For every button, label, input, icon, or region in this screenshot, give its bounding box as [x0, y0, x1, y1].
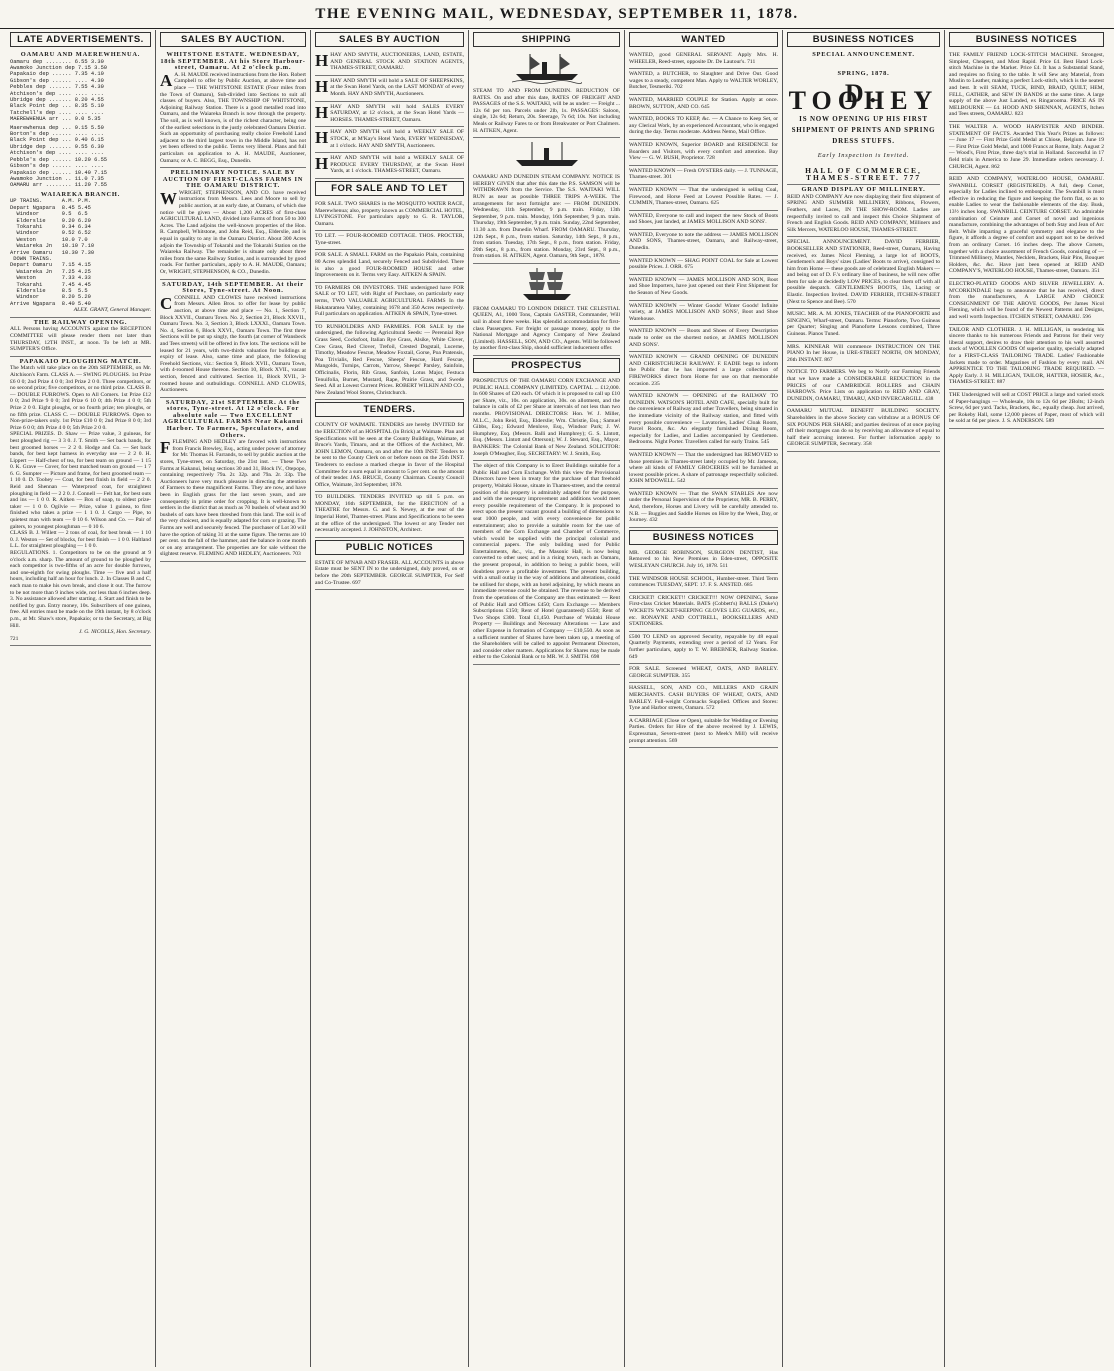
column-header: SHIPPING — [473, 32, 620, 47]
ad-text: TO RUNHOLDERS AND FARMERS. FOR SALE by the undersigned, the following Agricultural Seeds: — Perennial Rye Grass Seed, Cocksfoot, Italian Rye Grass, Alsike, White Clover, Cow Grass, Red Clover, Trefoil, Crested Dogstail, Lucerne, Timothy, Meadow Fescue, Meadow Foxtail, Gorse, Poa Pratensis, Poa Trivialis, Red Fescue, Sheeps' Fescue, Hard Fescue, Mangolds, Turnips, Carrots, Yarrow, Sheeps' Parsley, Sainfoin, Officinalis, Florin, Rib Grass, Sanfoin, Lotus Major, Festuca Tenuifolia, Burnet, Mustard, Rape, Prairie Grass, and Swede Seed. All at Lowest Current Prices. ROBERT WILKIN AND CO., New Zealand Wool Stores, Christchurch. — [315, 323, 464, 396]
ad-number: 698 — [590, 654, 600, 661]
ad-text: SPECIAL ANNOUNCEMENT. DAVID FERRIER, BOOKSELLER AND STATIONER, Reed-street, Oamaru, Having received, ex James Nicol Fleming, a large lot of BOOTS, Gentlemen's and Boys' sizes (Ladies' Boots to arrive), consigned to him from Home — these goods are of celebrated English Makers — and being out of D. F.'s ordinary line of business, he will now offer them for sale at decidedly LOW PRICES, to clear them off with all possible despatch. GENTLEMEN'S BOOTS, 13s, Lacing or Elastic. Inspection Invited. DAVID FERRIER, ITCHEN-STREET (Next to Spence and Bee). 570 — [787, 239, 941, 305]
wanted-item — [629, 326, 778, 352]
ad-text: TAILOR AND CLOTHIER. J. H. MILLIGAN, in tendering his sincere thanks to his numerous Friends and Patrons for their very liberal support, desires to draw their attention to his well assorted stock of WOOLLEN GOODS Of superior quality, specially adapted for a FIRST-CLASS TAILORING TRADE. Ladies' Fashionable Jackets made to order. Magazines of Fashion by every mail. AN APPRENTICE TO THE TAILORING TRADE REQUIRED. — Apply Early. J. H. MILLIGAN, TAILOR, HATTER, HOSIER, &c., THAMES-STREET. 887 — [949, 326, 1104, 386]
drop-cap: C — [160, 293, 173, 313]
ad-heading: WHITSTONE ESTATE. WEDNESDAY, 18th SEPTEMBER. At his Store Harbour-street, Oamaru. At 2 o'clock p.m. — [160, 51, 306, 72]
wanted-item — [629, 95, 778, 114]
ad-number: 697 — [352, 579, 361, 586]
wanted-item — [629, 256, 778, 275]
ad-seeds — [315, 322, 464, 401]
ad-text: MRS. KINNEAR Will commence INSTRUCTION ON THE PIANO In her House, in URE-STREET NORTH, ON MONDAY, 26th INSTANT. 867 — [787, 343, 940, 363]
signature: ALEX. GRANT, General Manager. — [73, 307, 151, 314]
column-shipping — [469, 30, 625, 1367]
class-b-prizes: CLASS B. J. Willett — 2 tons of coal, for best break — 1 10 0. J. Weston — Set of blocks, for best finish — 1 0 0. Haltland L.L. for straightest ploughing — 1 0 0. — [10, 530, 151, 550]
ad-text: Early Inspection is Invited. — [817, 152, 910, 160]
ad-paperhangings — [949, 390, 1104, 429]
section-header: PUBLIC NOTICES — [315, 540, 464, 555]
ad-text: REID AND COMPANY, WATERLOO HOUSE, OAMARU. SWANBILL CORSET (REGISTERED). A full, deep Corset, especially for Ladies inclined to embonpoint. The Swanbill is most effective in reducing the figure and keeping the form flat, so as to enable Ladies to wear the fashionable elements of the day. Busk, 13½ inches long. SWANBILL CEINTURE CORSET. An admirable combination of Ceinture and Corset of novel and ingenious manufacture, combining the advantages of both Stay and Jean of Arc Belt. While imparting a graceful symmetry and elegance to the figure, it affords a degree of comfort and support not to be derived from an ordinary Corset. 16 inches deep. The above Corsets, together with a choice assortment of French Goods, consisting of — Trimmed Millinery, Mantles, Necklets, Brackets, Hair Pins, Bouquet Holders, &c. &c. Have just been opened at REID AND COMPANY'S, WATERLOO HOUSE, Thames-street, Oamaru. 351 — [949, 176, 1104, 275]
ad-kinnear — [787, 342, 940, 368]
ad-heading: SATURDAY, 21st SEPTEMBER. At the stores, Tyne-street. At 12 o'clock. For absolute sale — Two EXCELLENT AGRICULTURAL FARMS Near Kakanui Harbor. To Farmers, Speculators, and Others. — [162, 398, 304, 439]
branch-title: WAIAREKA BRANCH. — [40, 190, 121, 198]
ad-text: TO FARMERS OR INVESTORS. THE undersigned have FOR SALE or TO LET, with Right of Purchase, on particularly easy terms, TWO VALUABLE AGRICULTURAL FARMS In the Hakataramea Valley, containing 1678 and 350 Acres respectively. Full particulars on application. AITKEN & SPAIN, Tyne-street. — [315, 284, 464, 318]
steamship-icon — [512, 50, 582, 84]
ad-text: WANTED, MARRIED COUPLE for Station. Apply at once. BROWN, SUTTON, AND CO. 645 — [629, 96, 778, 110]
ad-text: HAY AND SMYTH will hold a SALE OF SHEEPSKINS, at the Swan Hotel Yards, on the LAST MONDAY of every Month. HAY AND SMYTH, Auctioneers. — [330, 77, 464, 97]
ad-number: 358 — [863, 441, 872, 448]
ad-number: 721 — [10, 635, 19, 642]
wanted-item — [629, 489, 778, 528]
ad-hay-smyth-stock — [315, 127, 464, 153]
ad-text: WANTED, BOOKS TO KEEP, &c. — A Chance to Keep Set, or any Clerical Work, by an experienced Accountant, who is engaged during the day. Terms moderate. Address Nemo, Mail Office. — [629, 116, 778, 136]
ad-text: WANTED KNOWN — Boots and Shoes of Every Description made to order on the shortest notice, at JAMES MOLLISON AND SONS'. — [629, 328, 778, 348]
wanted-item — [629, 140, 778, 166]
drop-cap: H — [315, 154, 329, 174]
ad-toohey — [787, 50, 940, 185]
ad-text: ESTATE OF M'NAB AND FRASER. ALL ACCOUNTS in above Estate must be SENT IN to the undersigned, duly proved, on or before the 20th SEPTEMBER. GEORGE SUMPTER, For Self and Co-Trustee. — [315, 559, 464, 586]
wanted-item — [629, 352, 778, 391]
wanted-item — [629, 50, 778, 69]
ad-estate-notice — [315, 558, 464, 590]
ad-text: FOR SALE. A SMALL FARM on the Papakaio Plain, containing 80 Acres splendid Land, securely Fenced and Subdivided. There is also a good FOUR-ROOMED HOUSE and other Improvements on it. Terms very Easy. AITKEN & SPAIN. — [315, 252, 464, 279]
ad-subheading: SPRING, 1878. — [837, 69, 890, 77]
ad-number: 703 — [292, 551, 301, 558]
ad-heading: SATURDAY, 14th SEPTEMBER. At their Stores, Tyne-street. At Noon. — [162, 280, 304, 295]
ad-text: CRICKET! CRICKET!! CRICKET!!! NOW OPENING, Some First-class Cricket Materials. BATS (Cobbett's) BALLS (Duke's) WICKETS WICKET-KEEPING GLOVES LEG GUARDS, etc., etc. RONAYNE AND COTTRELL, BOOKSELLERS AND STATIONERS. — [629, 594, 778, 628]
drop-cap: W — [160, 188, 177, 208]
ad-text: A CARRIAGE (Close or Open), suitable for Wedding or Evening Parties. Orders for Hire of the above received by J. LEWIS, Expressman, Severn-street (next to Meek's Mill) will receive prompt attention. 569 — [629, 717, 778, 744]
drop-cap: F — [160, 438, 171, 458]
wanted-item — [629, 301, 778, 327]
column-header: SALES BY AUCTION. — [160, 32, 306, 47]
ad-farmers-notice — [787, 367, 940, 406]
wanted-item — [629, 230, 778, 256]
ad-text: TO LET. — FOUR-ROOMED COTTAGE. THOS. PROCTER, Tyne-street. — [315, 233, 464, 246]
wanted-item — [629, 185, 778, 211]
notice-railway-opening — [10, 318, 151, 357]
wanted-item — [629, 69, 778, 95]
notice-title: THE RAILWAY OPENING. — [33, 318, 128, 326]
ad-tender-hospital — [315, 420, 464, 492]
ad-text: THE WINDSOR HOUSE SCHOOL, Humber-street. Third Term commences TUESDAY, SEPT. 17. F. S. ANSTED. 685 — [629, 575, 778, 589]
notice-text: ALL Persons having ACCOUNTS against the RECEPTION COMMITTEE will please render them not later than THURSDAY, 12TH INST., at noon. To be left at MR. SUMPTER'S Office. — [10, 326, 151, 353]
ad-text: HAY AND SMYTH will hold a WEEKLY SALE OF STOCK, at M'Kay's Hotel Yards, EVERY WEDNESDAY, at 1 o'clock. HAY AND SMYTH, Auctioneers. — [330, 129, 464, 149]
ad-text: OAMARU MUTUAL BENEFIT BUILDING SOCIETY. Shareholders in the above Society can withdraw at a BONUS OF SIX POUNDS PER SHARE; and parties desirous of at once paying off their mortgages can do so by receiving an allowance of equal to half their accruing interest. For further information apply to GEORGE SUMPTER, Secretary. — [787, 408, 940, 448]
ad-text: CONNELL AND CLOWES have received instructions from Messrs. Allen Bros. to offer for lease by public auction, at above time and place — No. 1, Section 7, Block XXVII., Oamaru Town. No. 2, Section 21, Block XXVII., Oamaru Town. No. 3, Section 3, Block LXXXI., Oamaru Town. No. 4, Section 6, Block XXVI., Oamaru Town. The first three Sections will be put up singly, the fourth (at corner of Wansbeck and Tees streets) will be offered in five lots. The sections will be leased for 21 years, with two-thirds valuation for buildings at expiry of lease. Also, same time and place, the following Freehold Sections, viz.: Section 9, Block XVII., Oamaru Town, with 4-roomed House thereon. Section 10, Block XVII., vacant section, fenced and cultivated. Section 11, Block XVII., 3-roomed house and outbuildings. CONNELL AND CLOWES, Auctioneers. — [160, 294, 306, 394]
merchant-name: D. TOOHEY — [788, 79, 939, 115]
column-header: BUSINESS NOTICES — [949, 32, 1104, 47]
special-prizes: SPECIAL PRIZES. D. Shaw — Prize value, 3 guineas, for best ploughed rig — 3 3 0. J. T. Smith — Set back bands, for best groomed horses — 2 2 0. Hodge and Co. — Set back bands, for best kept harness in everyday use — 2 2 0. H. Lippert — Half-chest of tea, for best team on ground — 1 15 0. K. Grave — Cover, for best matched team on ground — 1 7 6. G. Sumpter — Picture and frame, for best groomed team — 1 10 0. D. Toohey — Coat, for best finish in field — 2 2 0. Reid and Shennan — Waterproof coat, for straightest ploughing in field — 2 2 0. J. Connell — Felt hat, for best outs and ins — 1 0 0. R. Aitken — Box of soap, to oldest prize-taker — 1 0 0. Ogilvie — Prize, value 1 guinea, to first finished who takes a prize — 1 1 0. J. Cargo — Pipe, to quietest man with team — 0 10 6. Wilson and Co. — Pair of gaiters, to youngest ploughman — 0 10 6. — [10, 431, 151, 530]
ad-whitstone-estate — [160, 50, 306, 168]
ad-text: WANTED KNOWN — That the undersigned is selling Coal, Firewood, and Horse Feed at Lowest Possible Rates. — J. CUMMIN, Thames-street, Oamaru. 625 — [629, 186, 778, 207]
ad-millinery — [787, 185, 940, 237]
ad-farmers-investors — [315, 283, 464, 322]
column-header: SALES BY AUCTION — [315, 32, 464, 47]
ad-school — [629, 574, 778, 593]
column-business-notices — [783, 30, 945, 1367]
ad-text: THE WALTER A. WOOD HARVESTER AND BINDER. STATEMENT OF FACTS. Awarded This Year's Prizes as follows: — June 17 — First Prize Gold Medal at Chiose, Belgium. June 19 — First Prize Gold Medal, and 1000 Francs at Rome, Italy. August 2 — Wood's, First Prize, three day's trial in Holland. Successful in 17 field trials in America to June 29. Immediate orders necessary. J. CHURCH, Agent. 862 — [949, 123, 1104, 170]
column-business-notices-2 — [945, 30, 1108, 1367]
notice-title: PAPAKAIO PLOUGHING MATCH. — [19, 357, 142, 365]
ad-text: WANTED KNOWN — JAMES MOLLISON AND SON, Boot and Shoe Importers, have just opened out their First Shipment for the Season of New Goods. — [629, 276, 778, 297]
newspaper-columns — [6, 30, 1108, 1367]
timetable-down: Maerewhenua dep ... 9.15 5.50 Borton's dep ...... .... .... Black Point dep ... 9.40 6.15 Ubridge dep ....... 9.55 6.30 Atchison's dep .... .... .... Pebble's dep ...... 10.20 6.55 Gibson's dep ...... .... .... Papakaio dep ...... 10.40 7.15 Awamoko Junction .. 11.0 7.35 OAMARU arr ........ 11.20 7.55 — [10, 124, 108, 189]
ad-text: WANTED, good GENERAL SERVANT. Apply Mrs. H. WHEELER, Reed-street, opposite Dr. De Lautour's. 711 — [629, 52, 778, 65]
wanted-item — [629, 450, 778, 489]
column-header: WANTED — [629, 32, 778, 47]
notice-text: The Match will take place on the 20th SEPTEMBER, on Mr. Aitchison's Farm. CLASS A. — SWING PLOUGHS. 1st Prize £6 0 0; 2nd Prize 4 0 0; 3rd Prize 2 0 0. Three competitors, or no second prize; five competitors, or no third prize. CLASS B. — DOUBLE FURROWS. Open to All Comers. 1st Prize £12 0 0; 2nd Prize 9 0 0; 3rd Prize 6 10 0; 4th Prize 4 0 0; 5th Prize 2 0 0. Eight ploughs, or no fourth prize; ten ploughs, or no fifth prize. CLASS C. — DOUBLE FURROWS. Open to Non-prize-takers only. 1st Prize £10 0 0; 2nd Prize 8 0 0; 3rd Prize 6 0 0; 4th Prize 4 0 0; 5th Prize 2 0 0. — [10, 365, 152, 431]
ad-sewing-machine — [949, 50, 1104, 122]
drop-cap: A — [160, 70, 173, 90]
ad-carriage — [629, 716, 778, 748]
ad-text: WANTED, Everyone to note the address — JAMES MOLLISON AND SONS, Thames-street, Oamaru, and Railway-street, Dunedin. — [629, 231, 778, 252]
ad-text: WANTED KNOWN — SHAG POINT COAL for Sale at Lowest possible Prices. J. ORR. 675 — [629, 257, 778, 271]
column-sales-by-auction — [156, 30, 311, 1367]
timetable-up: Oamaru dep ........ 6.55 3.30 Awamoko Junction dep 7.15 3.50 Papakaio dep ...... 7.35 4.10 Gibson's dep ...... .... 4.30 Pebbles dep ....... 7.55 4.30 Atchison's dep .... .... .... Ubridge dep ....... 8.20 4.55 Black Point dep ... 8.35 5.10 Tatchell's dep .... .... .... MAEREWHENUA arr ... 9.0 5.35 — [10, 58, 108, 123]
regulations: REGULATIONS. 1. Competitors to be on the ground at 9 o'clock a.m. sharp. The amount of ground to be ploughed by each competitor is two-fifths of an acre for double furrows, and one-eighth for swing ploughs. Time — five and a half hours, including half an hour for lunch. 2. In Classes B and C, each man to make his own break, and close it out. The furrow to be not more than 9 inches wide, nor less than 6 inches deep. 3. No assistance allowed after starting. 4. Start and finish to be notified by gun. Entry money, 10s. Subscribers of one guinea, free. All entries must be made on the 19th instant, by 8 o'clock p.m., at Mr. Shaw's store, Papakaio; or to the Secretary, at Big Hill. — [10, 550, 151, 629]
ad-millers — [629, 683, 778, 715]
ad-text: THE FAMILY FRIEND LOCK-STITCH MACHINE. Strongest, Simplest, Cheapest, and Most Rapid. Price £4. Best Hand Lock-stitch Machine in the Market. Price £4. It has a Substantial Stand, and requires no fixing to the table. It will Sew any Material, from Muslin to Leather, making a perfect Lock-stitch, which is the neatest and best. It will SEAM, TUCK, BIND, BRAID, QUILT, HEM, FELL, GATHER, and SEW IN BANDS at the same time. A large supply of the above Just Landed, ex Ringarooma. PRICE AS IN MELBOURNE — £4. HOOD AND SHENNAN, AGENTS, Itchen and Tees streets, OAMARU. 823 — [949, 52, 1104, 118]
ad-text: THE Undersigned will sell at COST PRICE a large and varied stock of Paper-hangings — Wholesale, 10s to 12s 6d per 2Bolts; 12-inch Screw, 6d per yard. Tacks, Brackets, &c., equally cheap. Just arrived, per Rokeby Hall, some 12,000 pieces of Paper, most of which will be sold at 6d per piece. J. S. ANDERSON. 589 — [949, 391, 1104, 425]
masthead-title: THE EVENING MAIL, WEDNESDAY, SEPTEMBER 11, 1878. — [315, 5, 799, 22]
ad-text: OAMARU AND DUNEDIN STEAM COMPANY. NOTICE IS HEREBY GIVEN that after this date the P.S. SAMSON will be WITHDRAWN from the Service. The S.S. WAITAKI WILL RUN as near as possible THREE TRIPS A-WEEK. The arrangements for next fortnight are: — FROM DUNEDIN. Wednesday, 11th September, 9 p.m. train. Friday, 13th September, 9 p.m. train. Monday, 16th September, 9 p.m. train. Thursday, 19th September, 9 p.m. train. Sunday, 22nd September, 11.30 a.m. from Dunedin Wharf. FROM OAMARU. Thursday, 12th Sept., 8 p.m., from station. Saturday, 14th Sept., 8 p.m., from station. Tuesday, 17th Sept., 8 p.m., from station. Friday, 20th Sept., 8 p.m., from station. Monday, 23rd Sept., 8 p.m., from station. H. AITKEN, Agent. Oamaru, 9th Sept., 1878. — [473, 174, 620, 260]
timetable-title: OAMARU AND MAEREWHENUA. — [20, 51, 141, 58]
ad-text: WANTED KNOWN — That the undersigned has REMOVED to those premises in Thames-street lately occupied by Mr. Jameson, where all kinds of FAMILY GROCERIES will be furnished at lowest possible prices. A share of patronage respectfully solicited. JOHN M'DOWELL. 542 — [629, 451, 778, 485]
section-header: TENDERS. — [315, 402, 464, 417]
ad-hay-smyth-horses — [315, 102, 464, 128]
ad-music — [787, 309, 940, 341]
ad-text: HAY AND SMYTH will hold SALES EVERY SATURDAY, at 12 o'clock, at the Swan Hotel Yards — HORSES. THAMES-STREET, Oamaru. — [330, 103, 464, 123]
column-sales-by-auction-2 — [311, 30, 469, 1367]
ad-text: ELECTRO-PLATED GOODS AND SILVER JEWELLERY. A. M'CORKINDALE begs to announce that he has received, direct from the manufacturers, A LARGE AND CHOICE CONSIGNMENT OF THE ABOVE GOODS, Per James Nicol Fleming, which will be found of the Newest Patterns and Designs, and well worth Inspection. ITCHEN STREET, OAMARU. 596 — [949, 281, 1104, 320]
ad-celestial-queen — [473, 304, 620, 356]
wanted-item — [629, 114, 778, 140]
ad-for-sale-farm — [315, 250, 464, 282]
drop-cap: H — [315, 76, 329, 96]
ad-tailor — [949, 325, 1104, 390]
ad-text: The object of this Company is to Erect Buildings suitable for a Public Hall and Corn Exchange. With this view the Provisional Directors have been in treaty for the purchase of that freehold property, Waitaki House, situate in Thames-street, and the central position of this property is admirably adapted for the purpose, and with the necessary improvement and additions would meet every possible requirement of the Company. It is proposed to erect upon the present vacant ground a building of dimensions to seat 1000 people, and with every convenience for public entertainment; also to provide a suitable room for the use of members of the Corn Exchange and Chamber of Commerce, which would be supplied with the principal colonial and commercial papers. The only building used for Public Entertainments, &c., viz., the Masonic Hall, is now being converted to other uses; and in a rising town, such as Oamaru, the present proposal, in addition to being a public boon, will doubtless prove a profitable investment. The present building, with a small outlay in the way of additions and alterations, could be utilised for shops, with an hotel adjoining, by which means an immediate revenue could be obtained. The revenue to be derived from the operations of the Company are thus estimated: — Rent of Public Hall and Offices £450; Corn Exchange — Members Subscriptions £150; Rent of Hotel (guaranteed) £550; Rent of Two Shops £300. Total £1,450. Purchase of Waitaki House Property — Buildings and Necessary Alterations — Law and other Expense in formation of Company — £10,550. As soon as a sufficient number of Shares have been taken up, a meeting of the Shareholders will be called to appoint Permanent Directors, and consider other matters. Applications for Shares may be made either to the Colonial Bank or to MR. W. J. SMITH. — [473, 463, 620, 661]
ad-text: HASSELL, SON, AND CO., MILLERS AND GRAIN MERCHANTS. CASH BUYERS OF WHEAT, OATS, AND BARLEY. Full-weight Cornsacks Supplied. Offices and Stores: Tyne and Harbor streets, Oamaru. 572 — [629, 685, 778, 712]
column-header: BUSINESS NOTICES — [787, 32, 940, 47]
signature: J. G. NICOLLS, Hon. Secretary. — [78, 629, 151, 636]
steamship-icon — [512, 140, 582, 170]
notice-ploughing-match — [10, 357, 151, 647]
ad-text: WANTED, a BUTCHER, to Slaughter and Drive Out. Good wages to a steady, competent Man. Apply to WALTER WORLEY, Butcher, Tesmeriki. 702 — [629, 71, 778, 91]
ad-text: MR. GEORGE ROBINSON, SURGEON DENTIST, Has Removed to his New Premises in Eden-street, OPPOSITE WESLEYAN CHURCH. July 16, 1878. 511 — [629, 549, 778, 570]
ad-cricket — [629, 593, 778, 632]
prospectus-heading — [473, 376, 620, 461]
ad-heading: GRAND DISPLAY OF MILLINERY. — [801, 186, 926, 194]
ad-fleming-hedley — [160, 398, 306, 562]
ad-text: HAY AND SMYTH will hold a WEEKLY SALE OF PRODUCE EVERY THURSDAY, at the Swan Hotel Yards, at 1 o'clock. THAMES-STREET, Oamaru. — [330, 155, 464, 175]
section-header: BUSINESS NOTICES — [629, 530, 778, 545]
prospectus-body — [473, 461, 620, 665]
ad-text: MUSIC. MR. A. M. JONES, TEACHER of the PIANOFORTE and SINGING, Wharf-street, Oamaru. Terms: Pianoforte, Two Guineas per Quarter; Singing and Pianoforte Lessons combined, Three Guineas. Pianos Tuned. — [787, 311, 940, 338]
ad-text: TO BUILDERS. TENDERS INVITED up till 5 p.m. on MONDAY, 16th SEPTEMBER, for the ERECTION of a THEATRE for Messrs. G. and S. Newey, at the rear of the Imperial Hotel, Thames-street. Plans and Specifications to be seen at the office of the undersigned. The lowest or any Tender not necessarily accepted. J. JOHNSTON, Architect. — [315, 494, 464, 534]
ad-text: WANTED KNOWN — That the SWAN STABLES Are now under the Personal Supervision of the Proprietor, MR. B. PERRY, And, therefore, Horses and Livery will be carefully attended to. N.B. — Buggies and Saddle Horses on Hire by the Week, Day, or Journey. 432 — [629, 490, 778, 524]
railway-timetable — [10, 50, 151, 318]
wanted-item — [629, 211, 778, 230]
ad-electroplate — [949, 279, 1104, 325]
ad-text: FROM OAMARU TO LONDON DIRECT. THE CELESTIAL QUEEN, A1, 1000 Tons, Captain GASTER, Commander, Will sail in about three weeks. Has splendid accommodation for first-class Passengers. For freight or passage money, apply to the National Mortgage and Agency Company of New Zealand (Limited). HASSELL, SON, AND CO., Agents. Will be followed by another first-class Ship, should sufficient inducement offer. — [473, 305, 620, 352]
ad-text: IS NOW OPENING UP HIS FIRST SHIPMENT OF PRINTS AND SPRING DRESS STUFFS. — [791, 115, 936, 146]
ad-wheat — [629, 664, 778, 683]
wanted-item — [629, 391, 778, 450]
ad-building-society — [787, 406, 940, 452]
column-header: LATE ADVERTISEMENTS. — [10, 32, 151, 47]
sailing-ship-icon — [517, 266, 577, 302]
ad-text: STEAM TO AND FROM DUNEDIN. REDUCTION OF RATES. On and after this date, RATES OF FREIGHT AND PASSAGES of the S.S. WAITAKI, will be as under: — Freight ... 12s 6d per ton. Parcels under 2lb, 1s. PASSAGES: Saloon, single, 12s 6d; Return, 20s. Steerage, 7s 6d; 10s. Not including Meals or Railway Fares to or from Breakwater or Port Chalmers. H. AITKEN, Agent. — [473, 88, 621, 134]
ad-tender-theatre — [315, 492, 464, 538]
drop-cap: H — [315, 128, 329, 148]
ad-hay-smyth-produce — [315, 153, 464, 179]
drop-cap: H — [315, 51, 329, 70]
ad-text: WANTED KNOWN — Winter Goods! Winter Goods! Infinite variety, at JAMES MOLLISON AND SONS', Boot and Shoe Warehouse. — [629, 302, 778, 322]
ad-heading: SPECIAL ANNOUNCEMENT. — [812, 51, 915, 58]
branch-timetable: UP TRAINS. A.M. P.M. Depart Ngapara 8.45 5.45 Windsor 9.5 6.5 Elderslie 9.20 6.20 Tokarahi 9.34 6.34 Windsor 9.52 6.52 Weston 10.0 7.0 Waiareka Jn 10.10 7.10 Arrive Oamaru 10.30 7.30 DOWN TRAINS. Depart Oamaru 7.15 4.15 Waiareka Jn 7.25 4.25 Weston 7.33 4.33 Tokarahi 7.45 4.45 Elderslie 8.5 5.5 Windsor 8.20 5.20 Arrive Ngapara 8.40 5.40 — [10, 198, 95, 307]
ad-text: FOR SALE. Screened WHEAT, OATS, AND BARLEY. GEORGE SUMPTER. 355 — [629, 666, 778, 679]
ad-text: WANTED KNOWN, Superior BOARD and RESIDENCE for Boarders and Visitors, with every comfort and attention. Bay View — G. W. BUSH, Proprietor. 728 — [629, 141, 778, 162]
ad-loan — [629, 632, 778, 664]
ad-to-let-cottage — [315, 231, 464, 250]
ad-text: A. H. MAUDE received instructions from the Hon. Robert Campbell to offer by Public Auction, at above time and place — THE WHITSTONE ESTATE (Four miles from the Town of Oamaru), Sub-divided into Sections to suit all classes of buyers. Also, THE TOWNSHIP OF WHITSTONE, Adjoining Railway Station. There is a good metalled road into Oamaru, and the Waiareka Branch is now through the property. The soil, as is well known, is of the richest character, being one of the earliest selections in the justly celebrated Oamaru District. Such an opportunity of purchasing really choice Freehold Land adjacent to the third largest town in the Middle Island, has not yet been offered to the public. Terms very liberal. Plans and full particulars on application to A. H. MAUDE, Auctioneer, Oamaru; or A. C. BEGG, Esq., Dunedin. — [160, 71, 306, 164]
ad-text: FLEMING AND HEDLEY are favored with instructions from Francis Brewley, Esq., acting under power of attorney for Mr. Thomas H. Farrands, to sell by public auction at the stores, Tyne-street, on Saturday, the 21st inst. — These Two Farms at Kakanui, being sections 30 and 31, Block IV., Otepopo, containing respectively 79a. 2r. 32p. and 79a. 2r. 33p. The Auctioneers have very much pleasure in directing the attention of Farmers to these magnificent Farms. They are now, and have been in English grass for the last seven years, and are consequently in prime order for cropping. It is well-known to settlers in the district that as much as 70 bushels of wheat and 90 bushels of oats have been threshed from this land. The soil is of the very choicest, and is equally adapted for corn or grazing. The Farms are well and securely fenced. The purchaser of Lot 30 will have the option of taking 31 at the same figure. The terms are 10 per cent. on the fall of the hammer, and the balance in one month or on any arrangement. The properties are for sale without the slightest reserve. FLEMING AND HEDLEY, Auctioneers. — [160, 439, 306, 558]
wanted-item — [629, 166, 778, 185]
ad-text: REID AND COMPANY Are now displaying their first shipment of SPRING AND SUMMER MILLINERY, Ribbons, Flowers, Feathers, and Laces, IN THE SHOW-ROOM. Ladies are respectfully invited to call and inspect this Choice Shipment of French and English Goods. REID AND COMPANY, Milliners and Silk Mercers, WATERLOO HOUSE, THAMES-STREET. — [787, 193, 940, 233]
drop-cap: H — [315, 102, 329, 122]
ad-text: PROSPECTUS OF THE OAMARU CORN EXCHANGE AND PUBLIC HALL COMPANY (LIMITED). CAPITAL ... £12,000. In 600 Shares of £20 each. Of which it is proposed to call up £10 per Share, viz., 10s. on application, 30s. on allotment, and the balance in calls of £2 per Share at intervals of not less than two months. PROVISIONAL DIRECTORS: Hon. W. J. Miller, M.L.C., John Reid, Esq., Elderslie; Wm. Christie, Esq.; Samuel Gibbs, Esq.; Edward Menlove, Esq., Windsor Park; J. W. Humphrey, Esq. (Messrs. Balli and Humphrey); G. S. Lintott, Esq. (Messrs. Lintott and Otterson); W. J. Steward, Esq., Mayor. BANKERS: The Colonial Bank of New Zealand. SOLICITOR: Joseph O'Meagher, Esq. SECRETARY: W. J. Smith, Esq. — [473, 378, 620, 457]
ad-text: HALL OF COMMERCE, THAMES-STREET. 777 — [805, 165, 922, 182]
ad-for-sale-shares — [315, 199, 464, 231]
ad-text: WANTED KNOWN — GRAND OPENING OF DUNEDIN AND CHRISTCHURCH RAILWAY. F. EADIE begs to inform the Public that he has imported a large collection of FIREWORKS direct from Home for use on that memorable occasion. 235 — [629, 354, 778, 387]
section-header: PROSPECTUS — [473, 358, 620, 373]
ad-text: WANTED, Everyone to call and inspect the new Stock of Boots and Shoes, just landed, at JAMES MOLLISON AND SONS'. — [629, 212, 778, 226]
ad-text: WANTED KNOWN — OPENING of the RAILWAY TO DUNEDIN. WATSON'S HOTEL AND CAFE, specially built for the convenience of Railway and other Travellers, being situated in the immediate vicinity of the Railway station, and fitted with every possible convenience — Lavatories, Ladies' Cloak Room, Parcel Room, &c. An elegantly furnished Dining Room, especially for Ladies, and Ladies accompanied by Gentlemen. Bedrooms. Night Porter. Travellers called for early Trains. 545 — [629, 393, 778, 446]
ad-preliminary-notice — [160, 168, 306, 280]
wanted-item — [629, 275, 778, 301]
ad-text: £500 TO LEND on approved Security, repayable by 48 equal Quarterly Payments, extending over a period of 12 Years. For further particulars, apply to T. W. BREBNER, Railway Station. 649 — [629, 633, 778, 660]
ad-text: HAY AND SMYTH, AUCTIONEERS, LAND, ESTATE, AND GENERAL STOCK AND STATION AGENTS, THAMES-STREET, OAMARU. — [330, 52, 464, 72]
ad-harvester — [949, 122, 1104, 174]
ad-hay-smyth-sheepskins — [315, 76, 464, 102]
ad-text: WANTED KNOWN — Fresh OYSTERS daily. — J. TUNNAGE, Thames-street. 301 — [629, 167, 778, 181]
section-header: FOR SALE AND TO LET — [315, 181, 464, 196]
ad-steam-company — [473, 172, 620, 264]
ad-text: FOR SALE. TWO SHARES in the MOSQUITO WATER RACE, Maerewhenua; also, property known as COMMERCIAL HOTEL, LIVINGSTONE. For particulars apply to G. R. TAYLOR, Oamaru. — [315, 200, 464, 227]
ad-ferrier — [787, 237, 940, 309]
ad-connell-clowes — [160, 280, 306, 398]
ad-heading: PRELIMINARY NOTICE. SALE BY AUCTION OF FIRST-CLASS FARMS IN THE OAMARU DISTRICT. — [162, 169, 304, 190]
ad-text: COUNTY OF WAIMATE. TENDERS are hereby INVITED for the ERECTION of an HOSPITAL (in Brick) at Waimate. Plan and Specifications will be seen at the County Buildings, Waimate, at Bruce's Yards, Timaru, and at the Offices of the Architect, Mr. JOHN LEMON, Oamaru, on and after the 10th INST. Tenders to be sent to the County Clerk on or before noon on the 25th INST. Tenderers to enclose a marked cheque in favor of the Hospital Committee for a sum equal in amount to 5 per cent. on the amount of their tender. JAS. BRUCE, County Chairman. County Council Office, Waimate, 3rd September, 1878. — [315, 422, 464, 488]
ad-steam-dunedin — [473, 86, 620, 138]
ad-text: WRIGHT, STEPHENSON, AND CO. have received instructions from Messrs. Lees and Moore to sell by public auction, at an early date, at Oamaru, of which due notice will be given — About 1,200 ACRES of first-class AGRICULTURAL LAND, divided into Farms of from 50 to 300 Acres. The Land adjoins the well-known properties of the Hon. R. Campbell, Whitstone, and John Reid, Esq., Elderslie, and is equal in quality to any in the Oamaru District. About 300 Acres adjoin the Township of Tokarahi and the Tokarahi Station on the Waiareka Railway. The remainder is situate only about three miles from the same Railway Station, and is surrounded by good roads. For further particulars, apply to A. H. MAUDE, Oamaru; Or, WRIGHT, STEPHENSON, & CO., Dunedin. — [160, 189, 306, 275]
ad-text: NOTICE TO FARMERS. We beg to Notify our Farming Friends that we have made a CONSIDERABLE REDUCTION in the PRICES of our CAMBRIDGE ROLLERS and CHAIN HARROWS. Price Lists on application to REID AND GRAY, DUNEDIN, OAMARU, TIMARU, AND INVERCARGILL. 438 — [787, 369, 940, 402]
masthead — [0, 0, 1114, 29]
ad-dentist — [629, 548, 778, 574]
column-late-ads — [6, 30, 156, 1367]
column-wanted — [625, 30, 783, 1367]
ad-hay-smyth — [315, 50, 464, 76]
ad-corsets — [949, 174, 1104, 279]
